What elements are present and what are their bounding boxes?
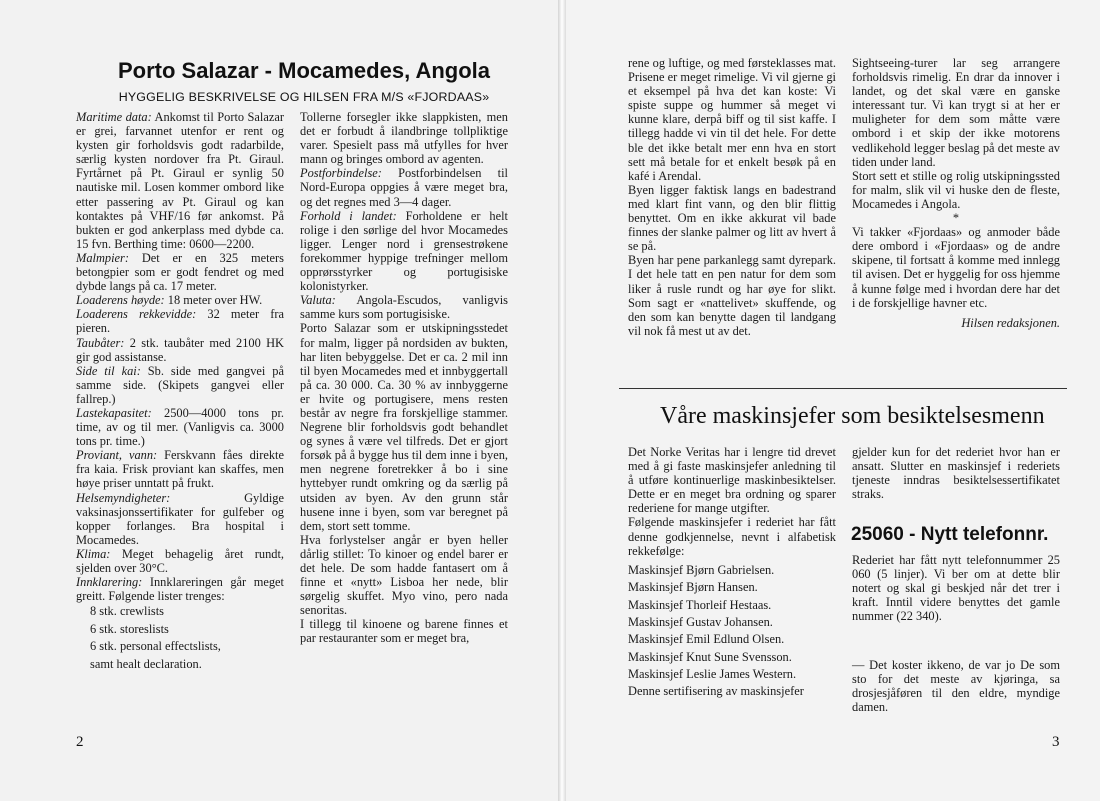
- paragraph-text: Hva forlystelser angår er byen heller dårlig stillet: To kinoer og endel barer er det hele. De som hadde fantasert om å finne et «nytt» Lisboa her nede, blir sørgelig skuffet. Myo vino, pero nada senoritas.: [300, 532, 508, 618]
- paragraph-label: Helsemyndigheter:: [76, 490, 171, 505]
- paragraph-text: Ankomst til Porto Salazar er grei, farvannet utenfor er rent og kysten gir forholdsvis godt radarbilde, særlig kysten nordover fra Pt. Giraul. Fyrtårnet på Pt. Giraul er synlig 50 nautiske mil. Losen kommer ombord like etter passering av Pt. Giraul og kan kontaktes på VHF/16 før ankomst. På bukten er god ankerplass med dybde ca. 15 fvn. Berthing time: 0600—2200.: [76, 110, 285, 251]
- page-gutter: [558, 0, 566, 801]
- paragraph: [76, 575, 284, 603]
- paragraph-text: I tillegg til kinoene og barene finnes et par restauranter som er meget bra,: [300, 617, 508, 646]
- paragraph: [300, 617, 508, 645]
- right-column-2-top: [852, 56, 1060, 330]
- left-column-1: [76, 110, 284, 673]
- page-number-right: 3: [1052, 734, 1060, 750]
- paragraph: Sightseeing-turer lar seg arrangere forholdsvis rimelig. En drar da innover i landet, og det skal være en ganske interessant tur. Vi kan trygt si at her er muligheter for dem som måtte være ombord i et skip der ikke motorens vedlikehold legger beslag på det meste av tiden under land.: [852, 56, 1060, 169]
- paragraph-text: 2 stk. taubåter med 2100 HK gir god assistanse.: [76, 335, 284, 364]
- list-item: 8 stk. crewlists: [90, 604, 164, 619]
- paragraph: Følgende maskinsjefer i rederiet har fått denne godkjennelse, nevnt i alfabetisk rekkefølge:: [628, 515, 836, 558]
- right-column-2-bottom: [852, 445, 1060, 501]
- paragraph-text: Innklareringen går meget greitt. Følgende lister trenges:: [76, 575, 284, 604]
- paragraph: [76, 406, 284, 448]
- paragraph: Byen har pene parkanlegg samt dyrepark. I det hele tatt en pen natur for dem som liker å rusle rundt og har øye for slikt. Som sagt er «nattelivet» skuffende, og den som kan benytte dagen til landgang vil nok få mest ut av det.: [628, 253, 836, 338]
- paragraph: [76, 364, 284, 406]
- paragraph-text: Gyldige vaksinasjonssertifikater for gulfeber og kopper forlanges. Bra hospital i Mocamedes.: [76, 490, 284, 547]
- section-divider: [619, 388, 1067, 389]
- paragraph-text: Meget behagelig året rundt, sjelden over 30°C.: [76, 546, 284, 575]
- paragraph-label: Side til kai:: [76, 363, 141, 378]
- paragraph-label: Klima:: [76, 546, 111, 561]
- paragraph-label: Valuta:: [300, 293, 336, 308]
- paragraph: rene og luftige, og med førsteklasses mat. Prisene er meget rimelige. Vi vil gjerne gi et eksempel på hva det kan koste: Vi spiste suppe og hummer så meget vi kunne klare, derpå biff og til sist kaffe. I tillegg hadde vi vin til det hele. For dette ble det ikke betalt mer enn hva en stort sett må betale for et enkelt besøk på en kafé i Arendal.: [628, 56, 836, 183]
- paragraph-text: Ferskvann fåes direkte fra kaia. Frisk proviant kan skaffes, men høye priser unntatt på frukt.: [76, 448, 284, 491]
- engineer-list-item: Maskinsjef Bjørn Hansen.: [628, 580, 758, 595]
- paragraph-label: Postforbindelse:: [300, 166, 382, 181]
- list-item: 6 stk. storeslists: [90, 621, 169, 636]
- phone-notice-text: Rederiet har fått nytt telefonnummer 25 060 (5 linjer). Vi ber om at dette blir notert og skal gi beskjed når det trer i kraft. Inntil videre benyttes det gamle nummer (22 340).: [852, 553, 1060, 624]
- phone-notice-title: 25060 - Nytt telefonnr.: [851, 524, 1049, 545]
- paragraph: Byen ligger faktisk langs en badestrand med klart fint vann, og den blir flittig benyttet. Om en ikke akkurat vil bade finnes der slanke palmer og litt av hvert å se på.: [628, 182, 836, 254]
- paragraph: [76, 491, 284, 547]
- section-title: Våre maskinsjefer som besiktelsesmenn: [660, 403, 1045, 429]
- paragraph-label: Maritime data:: [76, 110, 152, 124]
- paragraph: [76, 448, 284, 490]
- paragraph: [76, 110, 284, 251]
- engineer-list-item: Maskinsjef Bjørn Gabrielsen.: [628, 562, 775, 577]
- paragraph: [300, 533, 508, 618]
- article-subtitle: HYGGELIG BESKRIVELSE OG HILSEN FRA M/S «FJORDAAS»: [118, 90, 490, 104]
- right-column-1-bottom: [628, 445, 836, 698]
- paragraph-label: Lastekapasitet:: [76, 405, 152, 420]
- paragraph-label: Forhold i landet:: [300, 208, 397, 223]
- paragraph-text: Tollerne forsegler ikke slappkisten, men det er forbudt å ilandbringe tollpliktige varer. Spesielt pass må utfylles for hver mann og bringes ombord av agenten.: [300, 110, 508, 167]
- paragraph: [76, 336, 284, 364]
- closing-anecdote-text: — Det koster ikkeno, de var jo De som sto for det meste av kjøringa, sa drosjesjåføren til den eldre, myndige damen.: [852, 658, 1060, 715]
- paragraph-text: Forholdene er helt rolige i den sørlige del hvor Mocamedes ligger. Lenger nord i grensestrøkene forekommer hyppige trefninger mellom opprørsstyrker og portugisiske kolonistyrker.: [300, 208, 508, 294]
- paragraph: [300, 321, 508, 532]
- paragraph: [76, 307, 284, 335]
- engineer-list-item: Maskinsjef Thorleif Hestaas.: [628, 597, 772, 612]
- list-item: 6 stk. personal effectslists,: [90, 639, 221, 654]
- paragraph-text: Det er en 325 meters betongpier som er godt fendret og med dybde langs på ca. 17 meter.: [76, 250, 284, 294]
- signature: Hilsen redaksjonen.: [961, 315, 1060, 330]
- paragraph-text: Postforbindelsen til Nord-Europa oppgies å være meget bra, og det regnes med 3—4 dager.: [300, 166, 508, 209]
- paragraph: [76, 251, 284, 293]
- paragraph: [300, 209, 508, 294]
- section-text-continued: gjelder kun for det rederiet hvor han er ansatt. Slutter en maskinsjef i rederiets tjeneste inndras besiktelsessertifikatet straks.: [852, 445, 1060, 502]
- engineer-list-item: Maskinsjef Leslie James Western.: [628, 667, 797, 682]
- paragraph-label: Malmpier:: [76, 250, 129, 265]
- engineer-list-item: Maskinsjef Gustav Johansen.: [628, 614, 773, 629]
- paragraph: [300, 166, 508, 208]
- paragraph-text: 32 meter fra pieren.: [76, 307, 284, 336]
- paragraph-label: Loaderens høyde:: [76, 293, 165, 308]
- phone-notice: [852, 553, 1060, 623]
- paragraph: [300, 110, 508, 166]
- list-item: samt healt declaration.: [90, 656, 202, 671]
- paragraph: [76, 293, 284, 307]
- page-number-left: 2: [76, 734, 84, 750]
- paragraph: Vi takker «Fjordaas» og anmoder både dere ombord i «Fjordaas» og de andre skipene, til fortsatt å komme med innlegg til avisen. Det er hyggelig for oss hjemme å kunne følge med i hvordan dere har det i de forskjellige havner etc.: [852, 225, 1060, 310]
- engineer-list-item: Maskinsjef Emil Edlund Olsen.: [628, 632, 785, 647]
- paragraph: *: [952, 211, 960, 226]
- paragraph-text: Porto Salazar som er utskipningsstedet for malm, ligger på nordsiden av bukten, har liten bebyggelse. Det er ca. 2 mil inn til byen Mocamedes med et innbyggertall på ca. 30 000. Ca. 30 % av innbyggerne er hvite og portugisere, mens resten består av negre fra forskjellige stammer. Negrene blir forholdsvis godt behandlet og synes å være vel tilfreds. Det er gjort forsøk på å bygge hus til dem inne i byen, men negrene foretrekker å bo i sine hyttebyer rundt omkring og da særlig på utsiden av byen. Av den grunn står husene inne i byen, som var beregnet på dem, stort sett tomme.: [300, 321, 508, 533]
- engineer-list-item: Maskinsjef Knut Sune Svensson.: [628, 649, 792, 664]
- paragraph-text: Angola-Escudos, vanligvis samme kurs som portugisiske.: [300, 293, 508, 322]
- section-text-end: Denne sertifisering av maskinsjefer: [628, 683, 804, 698]
- paragraph-label: Proviant, vann:: [76, 448, 158, 463]
- paragraph-label: Loaderens rekkevidde:: [76, 307, 197, 322]
- paragraph: Stort sett et stille og rolig utskipningssted for malm, slik vil vi huske den de fleste, Mocamedes i Angola.: [852, 168, 1060, 211]
- left-column-2: [300, 110, 508, 646]
- paragraph-text: Sb. side med gangvei på samme side. (Skipets gangvei eller fallrep.): [76, 363, 285, 406]
- closing-anecdote: [852, 658, 1060, 714]
- paragraph-label: Taubåter:: [76, 335, 125, 350]
- paragraph-label: Innklarering:: [76, 575, 143, 590]
- paragraph: Det Norke Veritas har i lengre tid drevet med å gi faste maskinsjefer anledning til å utføre kontinuerlige maskinbesiktelser. Dette er en meget bra ordning og sparer rederiene for mange utgifter.: [628, 445, 836, 516]
- paragraph: [300, 293, 508, 321]
- paragraph: [76, 547, 284, 575]
- paragraph-text: 2500—4000 tons pr. time, av og til mer. (Vanligvis ca. 3000 tons pr. time.): [76, 405, 284, 449]
- right-column-1-top: [628, 56, 836, 338]
- paragraph-text: 18 meter over HW.: [164, 293, 263, 308]
- article-title: Porto Salazar - Mocamedes, Angola: [117, 58, 491, 83]
